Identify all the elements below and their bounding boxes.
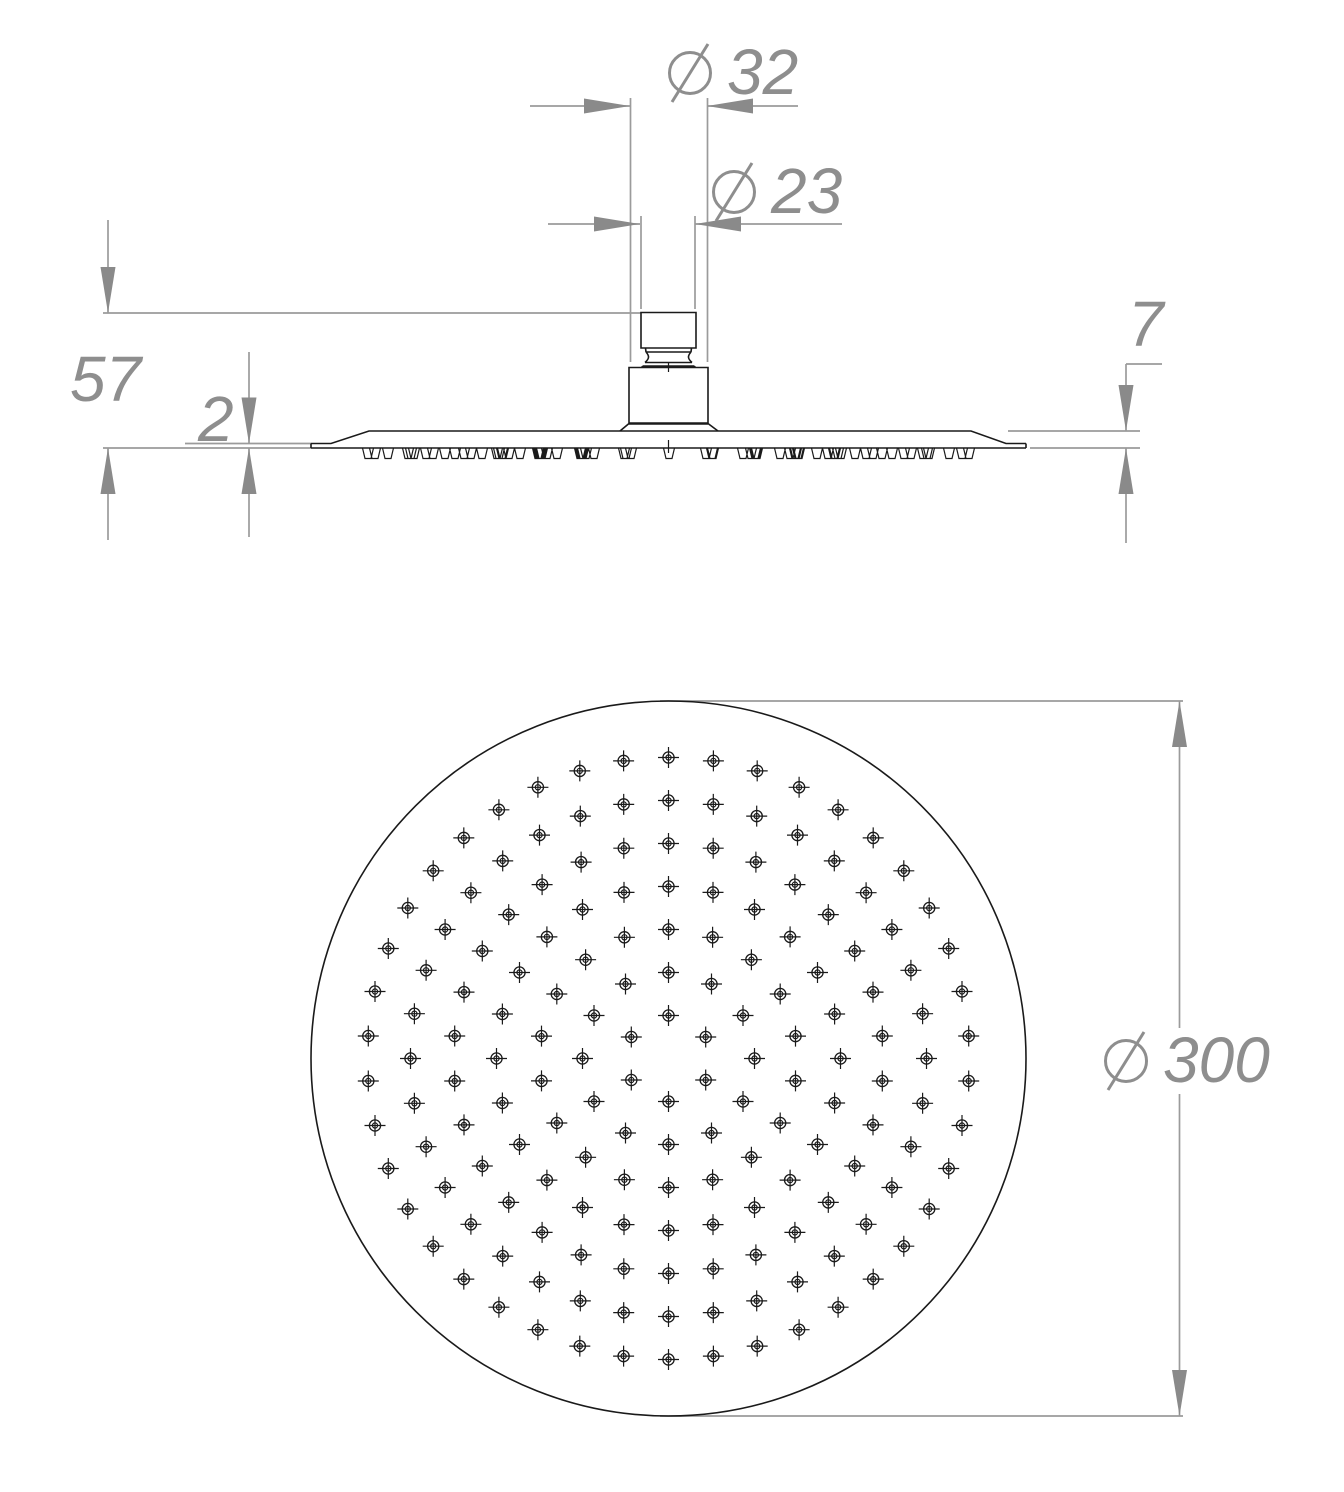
dimension-value-dia300: 300 [1163, 1024, 1270, 1096]
dimension-value-2: 2 [198, 383, 234, 455]
dimension-label-dia300 [1100, 1024, 1270, 1096]
dimension-arrowhead [1172, 701, 1187, 747]
dimension-arrowhead [1119, 385, 1134, 431]
dimension-arrowhead [594, 217, 640, 232]
dimension-label-dia23 [708, 155, 842, 227]
dimension-arrowhead [242, 448, 257, 494]
dimension-label-2 [198, 383, 234, 455]
dimension-arrowhead [101, 448, 116, 494]
dimension-arrowhead [242, 398, 257, 444]
dimension-label-dia32 [664, 36, 798, 108]
dimension-value-dia23: 23 [771, 155, 843, 227]
nozzle-inner-circles [366, 755, 972, 1362]
dimension-arrowhead [584, 99, 630, 114]
dimension-value-57: 57 [70, 343, 142, 415]
diameter-symbol-icon [664, 36, 716, 108]
dimension-value-7: 7 [1128, 288, 1164, 360]
dimension-arrowhead [1172, 1370, 1187, 1416]
dimension-value-dia32: 32 [727, 36, 799, 108]
dimension-arrowhead [1119, 448, 1134, 494]
diameter-symbol-icon [1100, 1024, 1152, 1096]
dimension-label-57 [70, 343, 141, 415]
dimension-arrowhead [101, 267, 116, 313]
dimension-label-7 [1128, 288, 1164, 360]
diameter-symbol-icon [708, 155, 760, 227]
dimension-lines [103, 98, 1183, 1416]
